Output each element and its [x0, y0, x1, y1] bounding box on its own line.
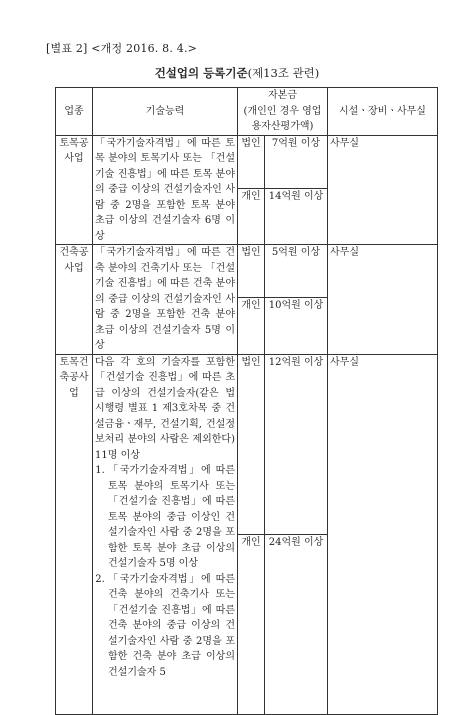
tech-cell	[93, 354, 238, 714]
header-tech-capability: 기술능력	[93, 88, 238, 136]
annex-header: [별표 2] <개정 2016. 8. 4.>	[46, 42, 198, 55]
header-capital	[238, 88, 328, 136]
tech-cell: 「국가기술자격법」에 따른 건축 분야의 건축기사 또는 「건설기술 진흥법」에 따른 건축 분야의 중급 이상의 건설기술자인 사람 중 2명을 포함한 건축 분야 초급 이상의 건설기술자 5명 이상	[93, 245, 238, 355]
individual-label: 개인	[238, 534, 265, 714]
header-capital-note: (개인인 경우 영업용자산평가액)	[243, 105, 322, 132]
registration-standards-table	[55, 87, 438, 715]
tech-intro: 다음 각 호의 기술자를 포함한 「건설기술 진흥법」에 따른 초급 이상의 건설기술자(같은 법 시행령 별표 1 제3호차목 중 건설금융ㆍ재무, 건설기획, 건설정보처리 분야의 사람은 제외한다) 11명 이상	[95, 356, 235, 461]
table-row	[56, 354, 438, 534]
individual-label: 개인	[238, 188, 265, 244]
list-item: 2. 「국가기술자격법」에 따른 건축 분야의 건축기사 또는 「건설기술 진흥법」에 따른 건축 분야의 중급 이상의 건설기술자인 사람 중 2명을 포함한 건축 분야 초급 이상의 건설기술자 5	[108, 572, 235, 681]
individual-capital: 14억원 이상	[265, 188, 328, 244]
industry-cell: 건축공사업	[56, 245, 93, 355]
header-facility: 시설ㆍ장비ㆍ사무실	[328, 88, 438, 136]
table-header-row	[56, 88, 438, 136]
table-row	[56, 245, 438, 298]
header-industry: 업종	[56, 88, 93, 136]
individual-capital: 24억원 이상	[265, 534, 328, 714]
corporation-capital: 7억원 이상	[265, 135, 328, 188]
table-row	[56, 135, 438, 188]
tech-cell: 「국가기술자격법」에 따른 토목 분야의 토목기사 또는 「건설기술 진흥법」에 따른 토목 분야의 중급 이상의 건설기술자인 사람 중 2명을 포함한 토목 분야 초급 이상의 건설기술자 6명 이상	[93, 135, 238, 245]
title-reference: (제13조 관련)	[247, 66, 320, 80]
industry-cell: 토목공사업	[56, 135, 93, 245]
corporation-capital: 12억원 이상	[265, 354, 328, 534]
list-item: 1. 「국가기술자격법」에 따른 토목 분야의 토목기사 또는 「건설기술 진흥법」에 따른 토목 분야의 중급 이상인 건설기술자인 사람 중 2명을 포함한 토목 분야 초급 이상의 건설기술자 5명 이상	[108, 463, 235, 572]
individual-capital: 10억원 이상	[265, 298, 328, 354]
corporation-label: 법인	[238, 135, 265, 188]
industry-cell: 토목건축공사업	[56, 354, 93, 714]
title-main: 건설업의 등록기준	[154, 66, 248, 80]
individual-label: 개인	[238, 298, 265, 354]
corporation-capital: 5억원 이상	[265, 245, 328, 298]
facility-cell: 사무실	[328, 245, 438, 355]
corporation-label: 법인	[238, 245, 265, 298]
document-title	[0, 65, 474, 81]
header-capital-label: 자본금	[268, 90, 297, 101]
facility-cell: 사무실	[328, 135, 438, 245]
corporation-label: 법인	[238, 354, 265, 534]
facility-cell: 사무실	[328, 354, 438, 714]
tech-item-list	[95, 463, 235, 680]
